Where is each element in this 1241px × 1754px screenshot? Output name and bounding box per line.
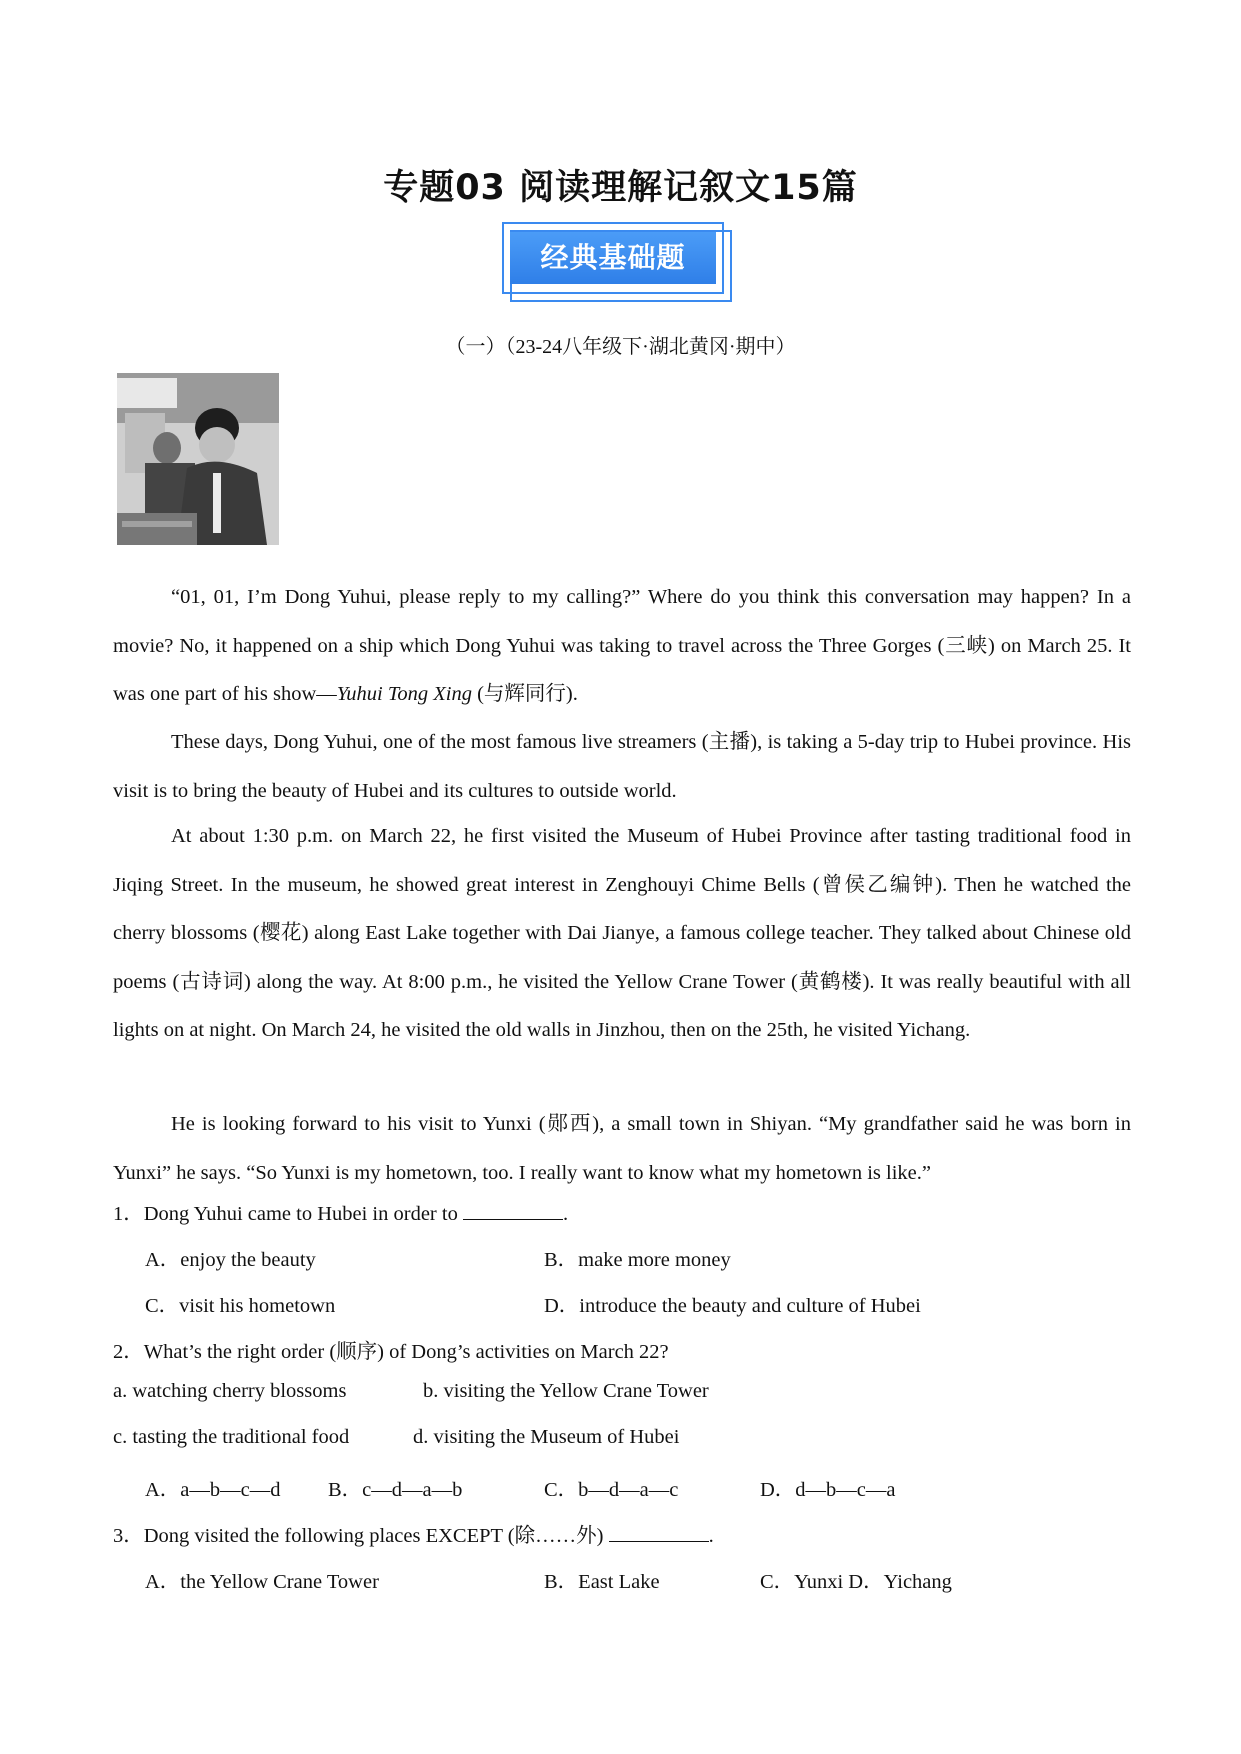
q1-option-b: B．make more money <box>544 1249 731 1271</box>
q3-option-b: B．East Lake <box>544 1571 660 1593</box>
q2-item-a: a. watching cherry blossoms <box>113 1380 347 1402</box>
badge-label: 经典基础题 <box>540 241 686 274</box>
question-3-text: 3．Dong visited the following places EXCEPT (除……外) <box>113 1525 604 1547</box>
q2-option-d: D．d—b—c—a <box>760 1479 896 1501</box>
passage-paragraph-1 <box>113 573 1131 719</box>
question-1-end: . <box>562 1203 569 1225</box>
q2-option-b: B．c—d—a—b <box>328 1479 463 1501</box>
passage-paragraph-4: He is looking forward to his visit to Yunxi (郧西), a small town in Shiyan. “My grandfather said he was born in Yunxi” he says. “So Yunxi is my hometown, too. I really want to know what my hometown is like.” <box>113 1113 1131 1184</box>
question-1-text: 1．Dong Yuhui came to Hubei in order to <box>113 1203 458 1225</box>
section-badge <box>502 222 732 300</box>
passage-paragraph-2: These days, Dong Yuhui, one of the most famous live streamers (主播), is taking a 5-day trip to Hubei province. His visit is to bring the beauty of Hubei and its cultures to outside world. <box>113 731 1131 802</box>
q2-item-b: b. visiting the Yellow Crane Tower <box>423 1380 709 1402</box>
q1-option-a: A．enjoy the beauty <box>145 1249 316 1271</box>
q3-option-d: D．Yichang <box>848 1571 952 1593</box>
q3-option-c: C．Yunxi <box>760 1571 844 1593</box>
answer-blank <box>463 1203 563 1220</box>
paragraph-1-text-b: (与辉同行). <box>471 683 578 705</box>
question-3-stem <box>113 1518 714 1548</box>
passage-paragraph-3: At about 1:30 p.m. on March 22, he first visited the Museum of Hubei Province after tasting traditional food in Jiqing Street. In the museum, he showed great interest in Zenghouyi Chime Bells (曾侯乙编钟). Then he watched the cherry blossoms (樱花) along East Lake together with Dai Jianye, a famous college teacher. They talked about Chinese old poems (古诗词) along the way. At 8:00 p.m., he visited the Yellow Crane Tower (黄鹤楼). It was really beautiful with all lights on at night. On March 24, he visited the old walls in Jinzhou, then on the 25th, he visited Yichang. <box>113 825 1131 1041</box>
passage-source: （一）（23-24八年级下·湖北黄冈·期中） <box>445 336 796 358</box>
q1-option-d: D．introduce the beauty and culture of Hubei <box>544 1295 921 1317</box>
question-3-end: . <box>708 1525 714 1547</box>
q3-option-cd <box>760 1564 952 1594</box>
q2-item-c: c. tasting the traditional food <box>113 1426 350 1448</box>
q2-option-a: A．a—b—c—d <box>145 1479 281 1501</box>
paragraph-1-text-a: “01, 01, I’m Dong Yuhui, please reply to my calling?” Where do you think this conversation may happen? In a movie? No, it happened on a ship which Dong Yuhui was taking to travel across the Three Gorges (三峡) on March 25. It was one part of his show— <box>113 586 1131 705</box>
passage-photo <box>117 373 279 545</box>
q3-option-a: A．the Yellow Crane Tower <box>145 1571 379 1593</box>
answer-blank <box>609 1525 709 1542</box>
show-name: Yuhui Tong Xing <box>336 683 472 705</box>
q1-option-c: C．visit his hometown <box>145 1295 336 1317</box>
question-1-stem <box>113 1196 568 1226</box>
page-title: 专题03 阅读理解记叙文15篇 <box>383 168 858 208</box>
question-2-stem: 2．What’s the right order (顺序) of Dong’s activities on March 22? <box>113 1341 669 1363</box>
q2-item-d: d. visiting the Museum of Hubei <box>413 1426 680 1448</box>
q2-option-c: C．b—d—a—c <box>544 1479 679 1501</box>
